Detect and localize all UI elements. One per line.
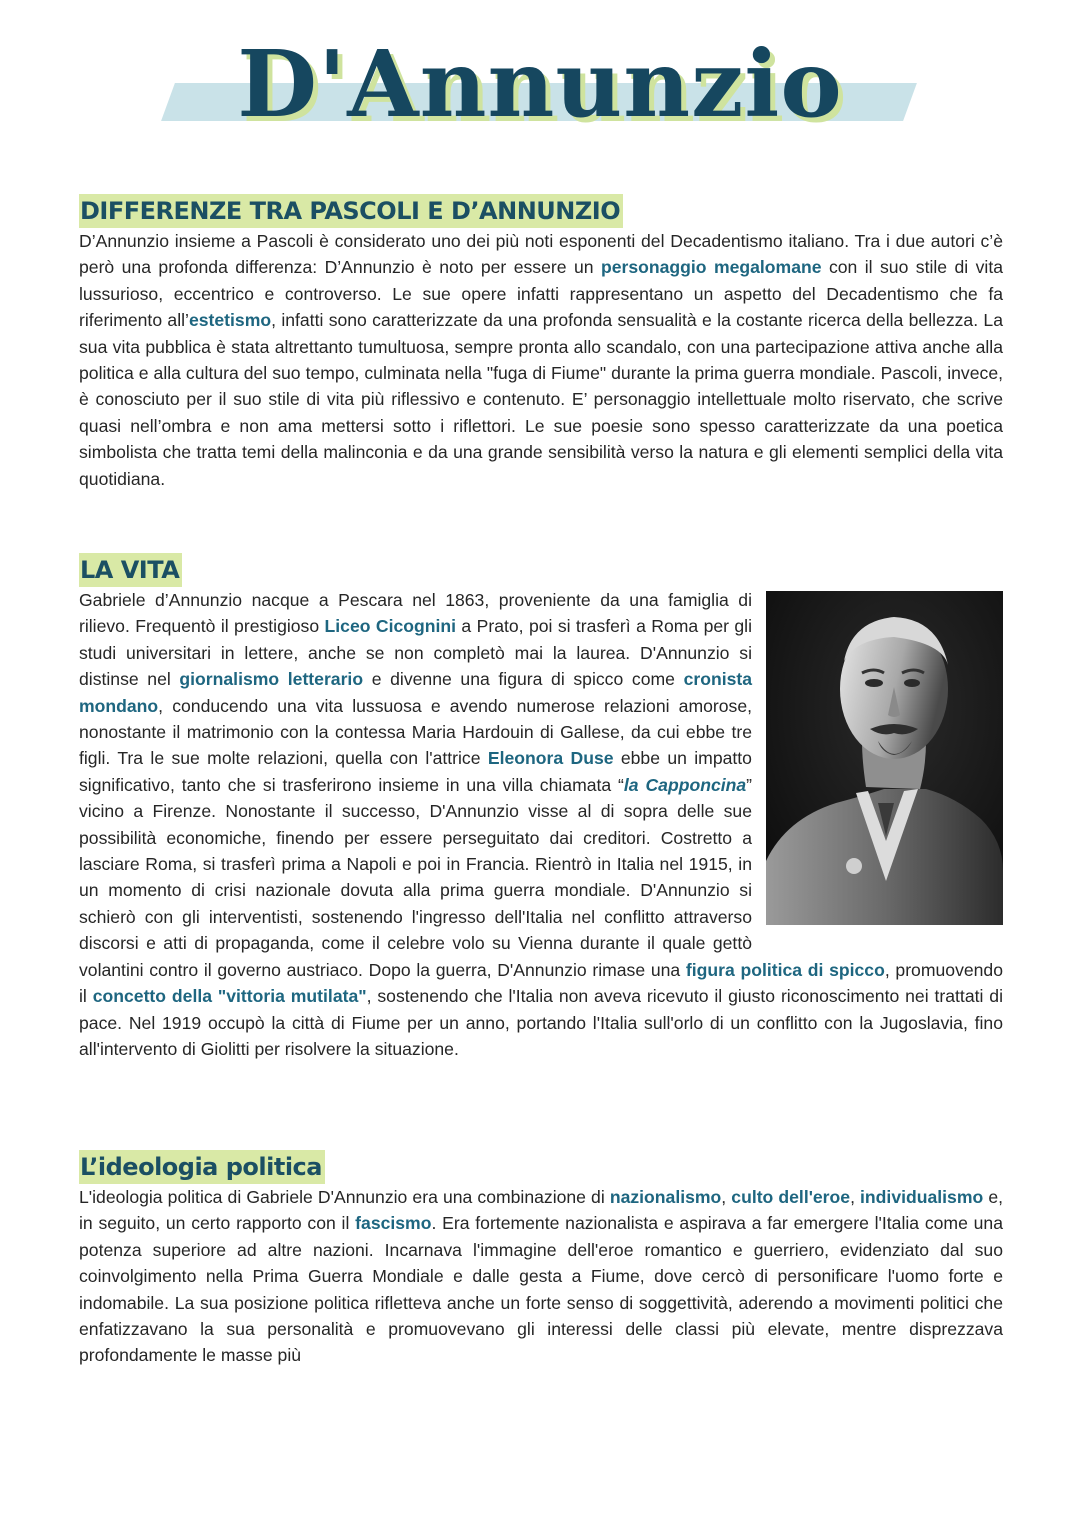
highlight-giornalismo-letterario: giornalismo letterario bbox=[179, 669, 364, 690]
section-vita bbox=[79, 553, 1003, 1062]
highlight-cronista-mondano: cronista mondano bbox=[79, 669, 753, 716]
section-heading-vita: LA VITA bbox=[79, 553, 182, 587]
section-heading-ideologia: L’ideologia politica bbox=[79, 1150, 325, 1184]
paragraph-vita: Gabriele d’Annunzio nacque a Pescara nel 1863, proveniente da una famiglia di rilievo. Frequentò il prestigioso Liceo Cicognini a Prato, poi si trasferì a Roma per gli studi universitari in lettere, anche se non completò mai la laurea. D'Annunzio si distinse nel giornalismo letterario e divenne una figura di spicco come cronista mondano, conducendo una vita lussuosa e avendo numerose relazioni amorose, nonostante il matrimonio con la contessa Maria Hardouin di Gallese, da cui ebbe tre figli. Tra le sue molte relazioni, quella con l'attrice Eleonora Duse ebbe un impatto significativo, tanto che si trasferirono insieme in una villa chiamata “la Capponcina” vicino a Firenze. Nonostante il successo, D'Annunzio visse al di sopra delle sue possibilità economiche, finendo per essere perseguitato dai creditori. Costretto a lasciare Roma, si trasferì prima a Napoli e poi in Francia. Rientrò in Italia nel 1915, in un momento di crisi nazionale dovuta alla prima guerra mondiale. D'Annunzio si schierò con gli interventisti, sostenendo l'ingresso dell'Italia nel conflitto attraverso discorsi e atti di propaganda, come il celebre volo su Vienna durante il quale gettò volantini contro il governo austriaco. Dopo la guerra, D'Annunzio rimase una figura politica di spicco, promuovendo il concetto della "vittoria mutilata", sostenendo che l'Italia non aveva ricevuto il giusto riconoscimento nei trattati di pace. Nel 1919 occupò la città di Fiume per un anno, portando l'Italia sull'orlo di un conflitto con la Jugoslavia, fino all'intervento di Giolitti per risolvere la situazione. bbox=[79, 590, 1004, 1059]
section-differenze bbox=[79, 194, 1003, 492]
highlight-nazionalismo: nazionalismo bbox=[609, 1187, 722, 1207]
highlight-eleonora-duse: Eleonora Duse bbox=[487, 748, 614, 769]
highlight-fascismo: fascismo bbox=[355, 1213, 432, 1234]
highlight-estetismo: estetismo bbox=[188, 310, 272, 331]
paragraph-differenze: D’Annunzio insieme a Pascoli è considerato uno dei più noti esponenti del Decadentismo italiano. Tra i due autori c’è però una profonda differenza: D’Annunzio è noto per essere un personaggio megalomane con il suo stile di vita lussurioso, eccentrico e controverso. Le sue opere infatti rappresentano un aspetto del Decadentismo che fa riferimento all’estetismo, infatti sono caratterizzate da una profonda sensualità e la costante ricerca della bellezza. La sua vita pubblica è stata altrettanto tumultuosa, sempre pronta allo scandalo, con una partecipazione attiva anche alla politica e alla cultura del suo tempo, culminata nella "fuga di Fiume" durante la prima guerra mondiale. Pascoli, invece, è conosciuto per il suo stile di vita più riflessivo e contenuto. E’ personaggio intellettuale molto riservato, che scrive quasi nell’ombra e non ama mettersi sotto i riflettori. Le sue poesie sono spesso caratterizzate da una poetica simbolista che tratta temi della malinconia e da una grande sensibilità verso la natura e gli elementi semplici della vita quotidiana. bbox=[79, 231, 1003, 489]
highlight-la-capponcina: la Capponcina bbox=[623, 774, 747, 795]
highlight-individualismo: individualismo bbox=[860, 1187, 984, 1207]
portrait-illustration bbox=[766, 591, 1003, 925]
section-ideologia bbox=[79, 1150, 1003, 1369]
section-heading-differenze: DIFFERENZE TRA PASCOLI E D’ANNUNZIO bbox=[79, 194, 623, 228]
paragraph-ideologia: L'ideologia politica di Gabriele D'Annunzio era una combinazione di nazionalismo, culto dell'eroe, individualismo e, in seguito, un certo rapporto con il fascismo. Era fortemente nazionalista e aspirava a far emergere l'Italia come una potenza superiore ad altre nazioni. Incarnava l'immagine dell'eroe romantico e guerriero, evidenziato dal suo coinvolgimento nella Prima Guerra Mondiale e dalle gesta a Fiume, dove cercò di personificare l'uomo forte e indomabile. La sua posizione politica rifletteva anche un forte senso di soggettività, aderendo a movimenti politici che enfatizzavano la sua personalità e promuovevano gli interessi delle classi più elevate, mentre disprezzava profondamente le masse più bbox=[79, 1187, 1004, 1366]
highlight-figura-politica: figura politica di spicco bbox=[685, 959, 885, 980]
highlight-vittoria-mutilata: concetto della "vittoria mutilata" bbox=[92, 986, 367, 1007]
portrait-photo bbox=[766, 591, 1003, 925]
highlight-personaggio-megalomane: personaggio megalomane bbox=[600, 257, 822, 278]
highlight-liceo-cicognini: Liceo Cicognini bbox=[324, 616, 457, 637]
highlight-culto-eroe: culto dell'eroe bbox=[731, 1187, 851, 1207]
page-title: D'Annunzio bbox=[237, 30, 843, 138]
title-banner bbox=[0, 0, 1080, 160]
